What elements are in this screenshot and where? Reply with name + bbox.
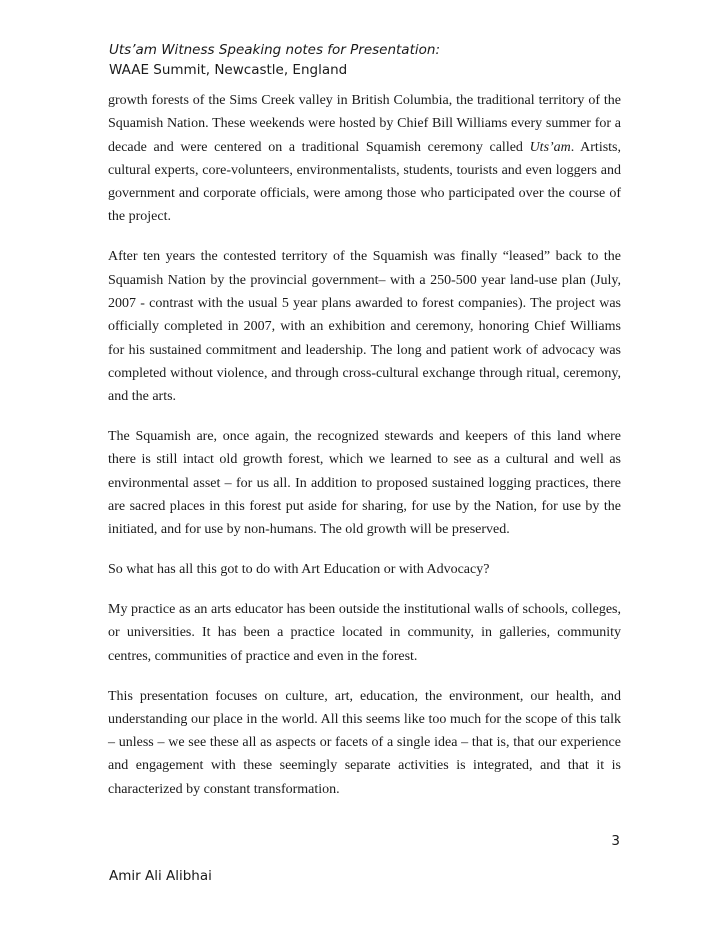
page-number: 3	[611, 833, 620, 849]
page-header	[109, 40, 629, 80]
paragraph-4: So what has all this got to do with Art Education or with Advocacy?	[108, 562, 490, 578]
paragraph-5: My practice as an arts educator has been outside the institutional walls of schools, colleges, or universities. It has been a practice located in community, in galleries, community centres, communities of practice and even in the forest.	[108, 602, 621, 664]
header-title: Uts’am Witness Speaking notes for Presentation:	[109, 42, 440, 58]
paragraph-1-text: growth forests of the Sims Creek valley in British Columbia, the traditional territory of the Squamish Nation. These weekends were hosted by Chief Bill Williams every summer for a decade and were centered on a traditional Squamish ceremony called	[108, 93, 621, 155]
footer-author: Amir Ali Alibhai	[109, 868, 212, 884]
paragraph-1	[108, 89, 621, 229]
paragraph-3: The Squamish are, once again, the recognized stewards and keepers of this land where there is still intact old growth forest, which we learned to see as a cultural and well as environmental asset – for us all. In addition to proposed sustained logging practices, there are sacred places in this forest put aside for sharing, for use by the Nation, for use by the initiated, and for use by non-humans. The old growth will be preserved.	[108, 429, 621, 538]
header-subtitle: WAAE Summit, Newcastle, England	[109, 62, 348, 78]
paragraph-6: This presentation focuses on culture, art, education, the environment, our health, and understanding our place in the world. All this seems like too much for the scope of this talk – unless – we see these all as aspects or facets of a single idea – that is, that our experience and engagement with these seemingly separate activities is integrated, and that it is characterized by constant transformation.	[108, 688, 621, 797]
paragraph-1-text-end: . Artists, cultural experts, core-volunteers, environmentalists, students, tourists and even loggers and government and corporate officials, were among those who participated over the course of the project.	[108, 139, 621, 225]
document-body	[108, 89, 621, 801]
utsam-emphasis: Uts’am	[529, 139, 571, 155]
paragraph-2: After ten years the contested territory of the Squamish was finally “leased” back to the Squamish Nation by the provincial government– with a 250-500 year land-use plan (July, 2007 - contrast with the usual 5 year plans awarded to forest companies). The project was officially completed in 2007, with an exhibition and ceremony, honoring Chief Williams for his sustained commitment and leadership. The long and patient work of advocacy was completed without violence, and through cross-cultural exchange through ritual, ceremony, and the arts.	[108, 249, 621, 405]
